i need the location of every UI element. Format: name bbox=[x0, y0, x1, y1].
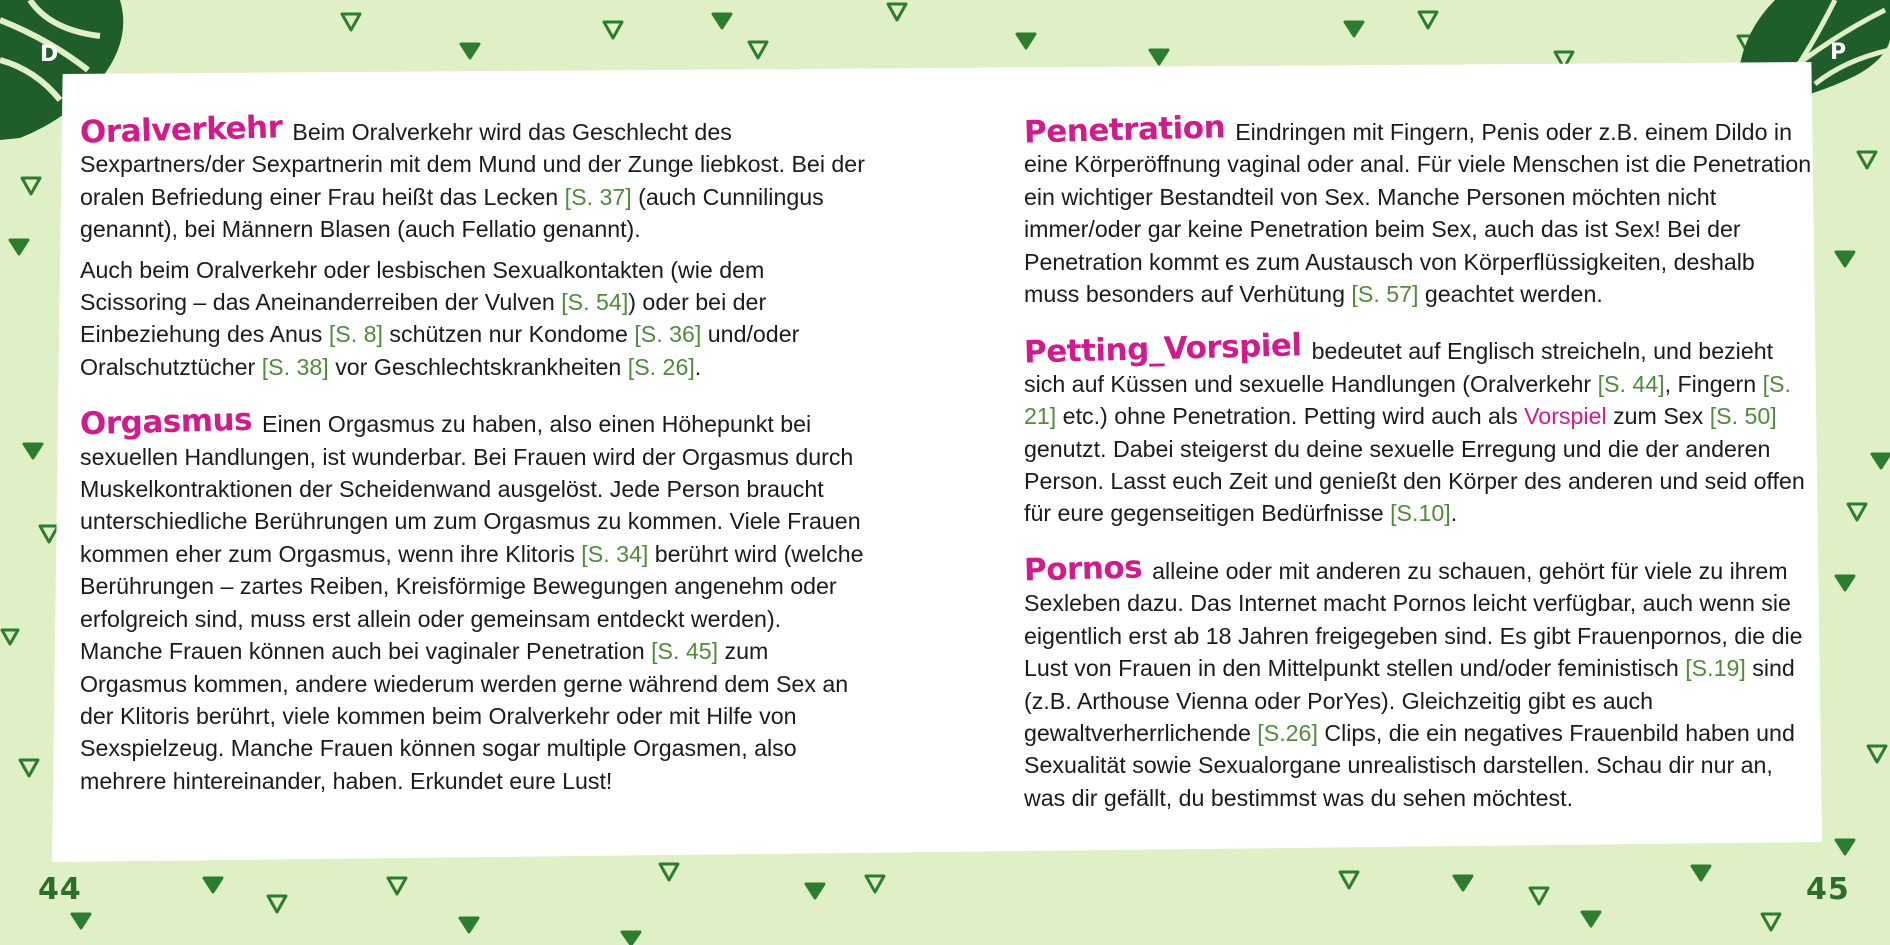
text: Einen Orgasmus zu haben, also einen Höhepunkt bei sexuellen Handlungen, ist wunderbar. Bei Frauen wird der Orgasmus durch Muskelkontraktionen der Scheidenwand ausgelöst. Jede Person braucht unterschiedliche Berührungen um zum Orgasmus zu kommen. Viele Frauen kommen eher zum Orgasmus, wenn ihre Klitoris bbox=[80, 411, 861, 567]
highlight-term-link[interactable]: Vorspiel bbox=[1524, 403, 1607, 430]
text: genutzt. Dabei steigerst du deine sexuelle Erregung und die der anderen Person. Lasst euch Zeit und genießt den Körper des anderen und seid offen für eure gegenseitigen Bedürfnisse bbox=[1024, 435, 1805, 527]
triangle-icon bbox=[1340, 872, 1358, 888]
triangle-icon bbox=[342, 14, 360, 30]
triangle-icon bbox=[1858, 152, 1876, 168]
page-reference-link[interactable]: [S. 38] bbox=[261, 353, 329, 380]
triangle-icon bbox=[1848, 504, 1866, 520]
triangle-icon bbox=[1836, 840, 1854, 854]
text: und/oder Oralschutztücher bbox=[80, 321, 800, 380]
entry-orgasmus bbox=[79, 402, 870, 797]
page-reference-link[interactable]: [S. 36] bbox=[634, 321, 702, 348]
entry-penetration bbox=[1023, 109, 1814, 310]
triangle-icon bbox=[20, 760, 38, 776]
triangle-icon bbox=[749, 42, 767, 58]
term-heading: Petting_Vorspiel bbox=[1023, 327, 1303, 372]
term-heading: Penetration bbox=[1023, 109, 1226, 151]
term-heading: Orgasmus bbox=[79, 402, 253, 443]
text: Beim Oralverkehr wird das Geschlecht des Sexpartners/der Sexpartnerin mit dem Mund und der Zunge liebkost. Bei der oralen Befriedung einer Frau heißt das Lecken bbox=[80, 119, 865, 210]
triangle-icon bbox=[24, 444, 42, 458]
triangle-icon bbox=[22, 178, 40, 194]
triangle-icon bbox=[1150, 50, 1168, 64]
text: Eindringen mit Fingern, Penis oder z.B. einem Dildo in eine Körperöffnung vaginal oder anal. Für viele Menschen ist die Penetration ein wichtiger Bestandteil von Sex. Manche Personen möchten nicht immer/oder gar keine Penetration beim Sex, auch das ist Sex! Bei der Penetration kommt es zum Austausch von Körperflüssigkeiten, deshalb muss besonders auf Verhütung bbox=[1024, 119, 1812, 308]
entry-pornos bbox=[1023, 549, 1814, 814]
triangle-icon bbox=[604, 22, 622, 38]
page-reference-link[interactable]: [S. 57] bbox=[1351, 281, 1419, 308]
text: berührt wird (welche Berührungen – zartes Reiben, Kreisförmige Bewegungen angenehm oder erfolgreich sind, muss erst allein oder gemeinsam entdeckt werden). Manche Frauen können auch bei vaginaler Penetration bbox=[80, 540, 864, 665]
triangle-icon bbox=[1762, 914, 1780, 930]
page-number-left: 44 bbox=[38, 872, 82, 907]
entry-paragraph bbox=[1023, 549, 1814, 814]
page-reference-link[interactable]: [S. 21] bbox=[1024, 370, 1791, 430]
triangle-icon bbox=[806, 884, 824, 898]
text: Clips, die ein negatives Frauenbild haben und Sexualität sowie Sexualorgane unrealistisch darstellen. Schau dir nur an, was dir gefällt, du bestimmst was du sehen möchtest. bbox=[1024, 719, 1795, 811]
triangle-icon bbox=[1692, 866, 1710, 880]
entry-paragraph bbox=[79, 402, 870, 797]
triangle-icon bbox=[1836, 576, 1854, 590]
text: schützen nur Kondome bbox=[382, 321, 635, 348]
text: ) oder bei der Einbeziehung des Anus bbox=[80, 289, 767, 348]
page-reference-link[interactable]: [S. 26] bbox=[627, 353, 695, 380]
triangle-icon bbox=[1582, 912, 1600, 926]
entry-paragraph bbox=[80, 254, 870, 384]
page-reference-link[interactable]: [S. 34] bbox=[581, 540, 649, 567]
text: zum Sex bbox=[1606, 403, 1710, 430]
page-reference-link[interactable]: [S.10] bbox=[1390, 500, 1451, 527]
page-reference-link[interactable]: [S. 37] bbox=[564, 183, 632, 210]
text: alleine oder mit anderen zu schauen, gehört für viele zu ihrem Sexleben dazu. Das Internet macht Pornos leicht verfügbar, auch wenn sie eigentlich erst ab 18 Jahren freigegeben sind. Es gibt Frauenpornos, die die Lust von Frauen in den Mittelpunkt stellen und/oder feministisch bbox=[1024, 557, 1803, 682]
triangle-icon bbox=[1530, 888, 1548, 904]
term-heading: Pornos bbox=[1023, 549, 1143, 589]
corner-letter-right: P bbox=[1830, 40, 1847, 65]
triangle-icon bbox=[388, 878, 406, 894]
entry-paragraph bbox=[1023, 327, 1814, 529]
text: sind (z.B. Arthouse Vienna oder PorYes). Gleichzeitig gibt es auch gewaltverherrlichende bbox=[1024, 655, 1795, 746]
right-page-column bbox=[1023, 109, 1814, 838]
triangle-icon bbox=[622, 932, 640, 945]
triangle-icon bbox=[888, 4, 906, 20]
text: . bbox=[1450, 500, 1458, 527]
text: etc.) ohne Penetration. Petting wird auch als bbox=[1056, 403, 1525, 430]
triangle-icon bbox=[866, 876, 884, 892]
triangle-icon bbox=[1419, 12, 1437, 28]
triangle-icon bbox=[1868, 746, 1886, 762]
text: . bbox=[694, 353, 702, 380]
triangle-icon bbox=[268, 896, 286, 912]
triangle-icon bbox=[461, 44, 479, 58]
triangle-icon bbox=[2, 630, 18, 644]
triangle-icon bbox=[1454, 876, 1472, 890]
page-reference-link[interactable]: [S. 54] bbox=[561, 289, 629, 316]
entry-paragraph bbox=[1023, 109, 1814, 310]
triangle-icon bbox=[1017, 34, 1035, 48]
triangle-icon bbox=[460, 918, 478, 932]
triangle-icon bbox=[72, 914, 90, 928]
page-reference-link[interactable]: [S.19] bbox=[1685, 655, 1746, 682]
triangle-icon bbox=[204, 878, 222, 892]
text: vor Geschlechtskrankheiten bbox=[328, 353, 628, 380]
page-reference-link[interactable]: [S.26] bbox=[1257, 719, 1318, 746]
triangle-icon bbox=[1872, 454, 1890, 468]
page-reference-link[interactable]: [S. 8] bbox=[328, 321, 383, 348]
text: bedeutet auf Englisch streicheln, und bezieht sich auf Küssen und sexuelle Handlungen (Oralverkehr bbox=[1024, 338, 1774, 397]
term-heading: Oralverkehr bbox=[79, 109, 283, 151]
triangle-icon bbox=[660, 864, 678, 880]
page-reference-link[interactable]: [S. 45] bbox=[651, 638, 719, 665]
triangle-icon bbox=[713, 14, 731, 28]
entry-petting bbox=[1023, 327, 1814, 529]
triangle-icon bbox=[10, 240, 28, 254]
left-page-column bbox=[79, 109, 870, 821]
triangle-icon bbox=[1345, 22, 1363, 36]
corner-letter-left: D bbox=[40, 42, 59, 67]
text: geachtet werden. bbox=[1418, 281, 1603, 308]
text: (auch Cunnilingus genannt), bei Männern Blasen (auch Fellatio genannt). bbox=[80, 183, 824, 243]
page-reference-link[interactable]: [S. 50] bbox=[1709, 403, 1777, 430]
text: , Fingern bbox=[1664, 370, 1763, 397]
page-number-right: 45 bbox=[1806, 872, 1850, 907]
page-reference-link[interactable]: [S. 44] bbox=[1597, 370, 1665, 397]
text: Auch beim Oralverkehr oder lesbischen Sexualkontakten (wie dem Scissoring – das Aneinanderreiben der Vulven bbox=[80, 256, 765, 316]
text: zum Orgasmus kommen, andere wiederum werden gerne während dem Sex an der Klitoris berührt, viele kommen beim Oralverkehr oder mit Hilfe von Sexspielzeug. Manche Frauen können sogar multiple Orgasmen, also mehrere hintereinander, haben. Erkundet eure Lust! bbox=[80, 638, 849, 794]
triangle-icon bbox=[40, 526, 58, 542]
entry-paragraph bbox=[79, 109, 870, 246]
triangle-icon bbox=[1836, 252, 1854, 266]
entry-oralverkehr bbox=[79, 109, 870, 383]
